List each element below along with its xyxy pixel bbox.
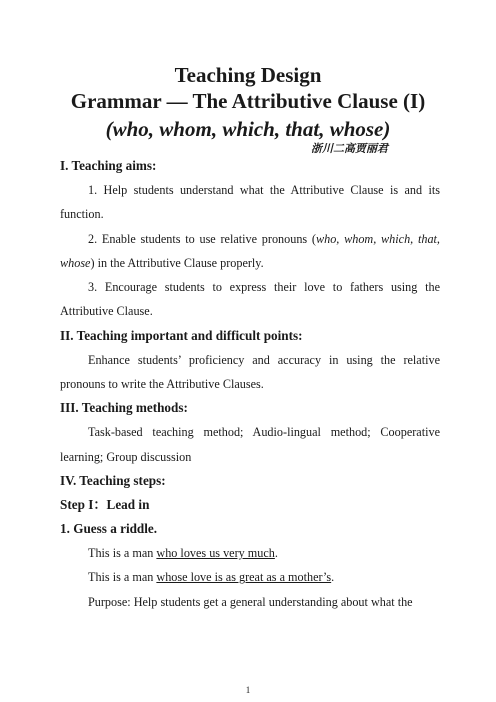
riddle-1-pre: This is a man: [88, 545, 157, 560]
methods-text: Task-based teaching method; Audio-lingual method; Cooperative learning; Group discussion: [60, 425, 440, 464]
riddle-2-post: .: [331, 570, 335, 585]
heading-aims: I. Teaching aims:: [60, 158, 157, 173]
riddle-1-post: .: [274, 545, 278, 560]
purpose-text: Purpose: Help students get a general understanding about what the: [88, 594, 413, 609]
aim-item-1: 1. Help students understand what the Attributive Clause is and its function.: [60, 183, 440, 222]
sub-step-riddle: 1. Guess a riddle.: [60, 520, 158, 536]
riddle-line-2: [60, 565, 440, 589]
riddle-1-underlined: who loves us very much: [156, 545, 275, 560]
riddle-2-underlined: whose love is as great as a mother’s: [156, 570, 332, 585]
heading-methods: III. Teaching methods:: [60, 400, 188, 416]
heading-points: II. Teaching important and difficult points:: [60, 327, 303, 343]
page-number: 1: [245, 685, 251, 695]
heading-steps: IV. Teaching steps:: [60, 472, 166, 488]
aim-item-2-post: ) in the Attributive Clause properly.: [90, 255, 264, 270]
riddle-2-pre: This is a man: [88, 570, 157, 585]
aim-item-2: [60, 227, 440, 276]
riddle-line-1: [60, 541, 440, 565]
step-1-heading: Step I：Lead in: [60, 496, 150, 512]
aim-item-2-pre: 2. Enable students to use relative pronouns (: [88, 231, 316, 246]
author-name: 浙川二高贾丽君: [311, 142, 388, 155]
doc-title-grammar: Grammar — The Attributive Clause (I): [70, 89, 426, 113]
points-text: Enhance students’ proficiency and accuracy in using the relative pronouns to write the Attributive Clauses.: [60, 352, 440, 392]
aim-item-2-pronouns: who, whom, which, that, whose: [60, 231, 440, 270]
title-block: [0, 62, 496, 142]
document-body: [60, 154, 440, 614]
aim-item-3: 3. Encourage students to express their love to fathers using the Attributive Clause.: [60, 280, 440, 319]
doc-title: Teaching Design: [174, 63, 322, 87]
doc-subtitle: (who, whom, which, that, whose): [105, 117, 391, 141]
